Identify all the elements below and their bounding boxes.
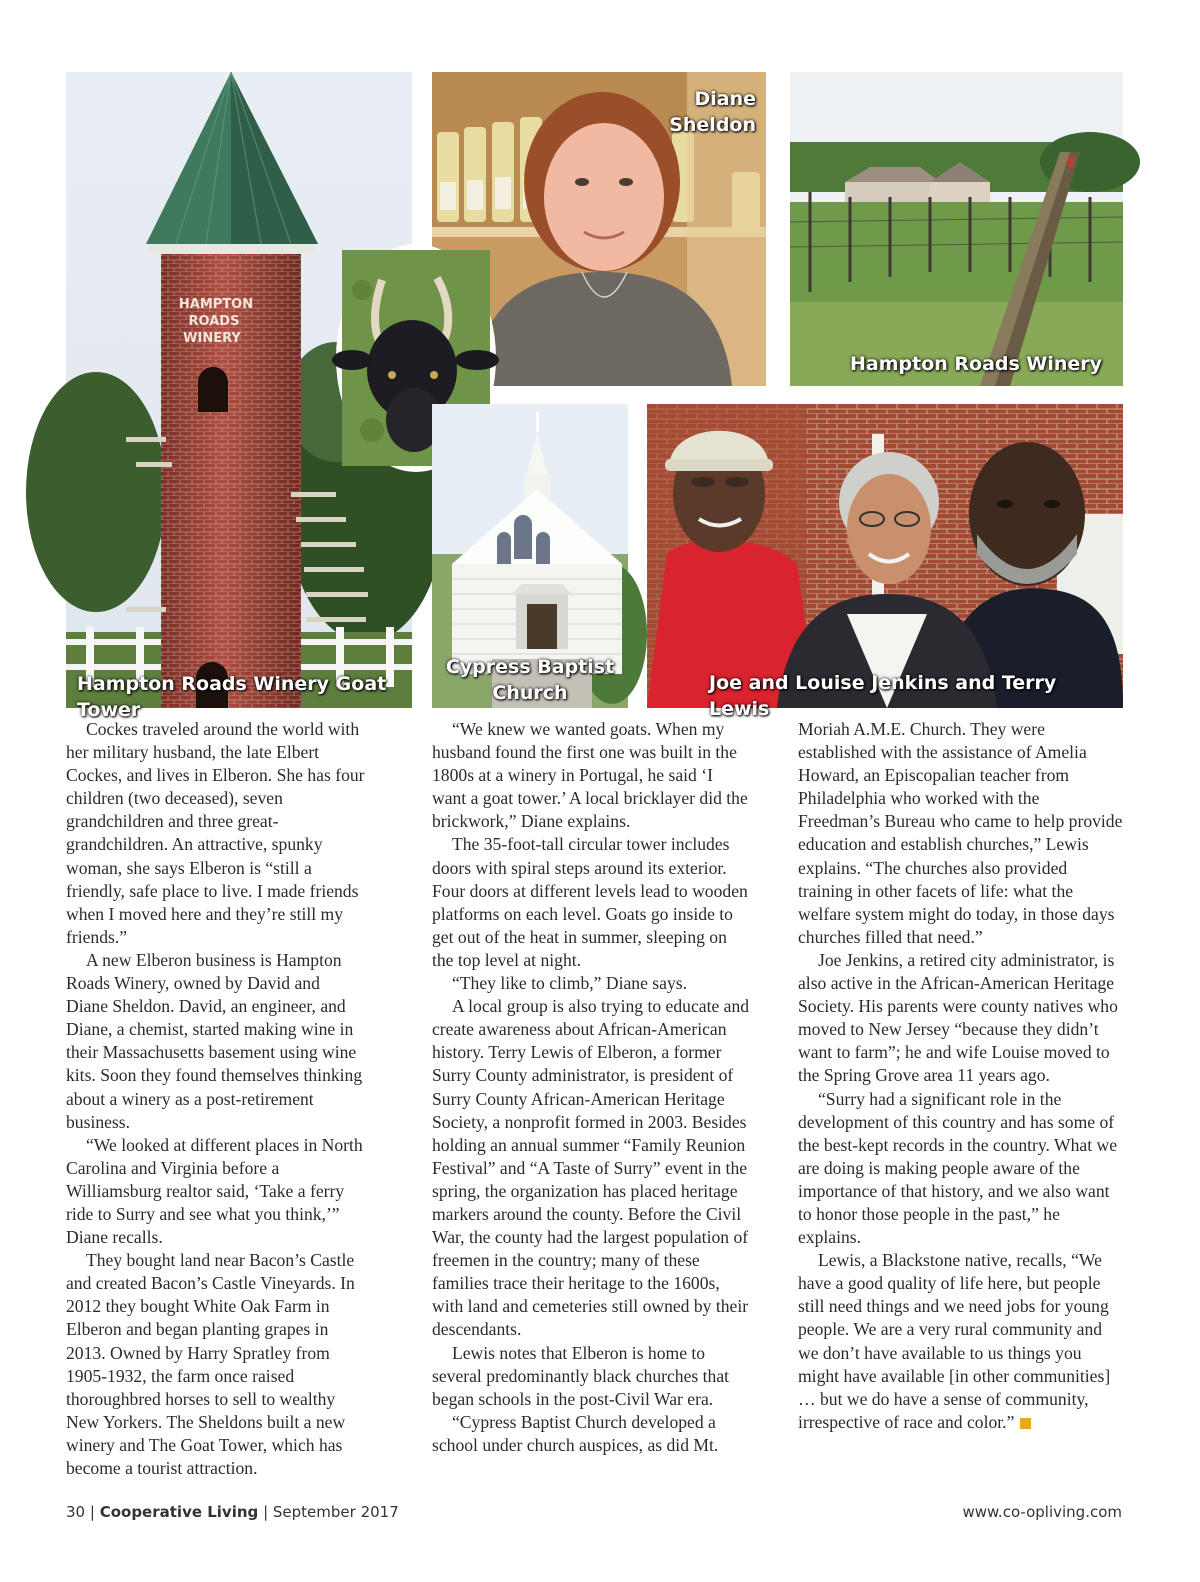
issue-date: September 2017 bbox=[272, 1503, 399, 1521]
col1-paragraph-3: “We looked at different places in North Carolina and Virginia before a Williamsburg realtor said, ‘Take a ferry ride to Surry and see what you think,’” Diane recalls. bbox=[66, 1134, 363, 1248]
tower-sign-line-2: ROADS bbox=[188, 314, 240, 329]
col3-last-paragraph bbox=[798, 1249, 1124, 1434]
col3-paragraph-2: Joe Jenkins, a retired city administrator, is also active in the African-American Heritage Society. His parents were county natives who moved to New Jersey “because they didn’t want to farm”; he and wife Louise moved to the Spring Grove area 11 years ago. bbox=[798, 949, 1118, 1086]
people-caption: Joe and Louise Jenkins and Terry Lewis bbox=[709, 672, 1057, 720]
church-photo bbox=[432, 404, 628, 708]
col3-paragraph-3: “Surry had a significant role in the development of this country and has some of the best-kept records in the country. What we are doing is making people aware of the importance of that history, and we also want to honor those people in the past,” he explains. bbox=[798, 1088, 1118, 1248]
col2-paragraph-6: “Cypress Baptist Church developed a school under church auspices, as did Mt. bbox=[432, 1411, 719, 1455]
church-caption-line-2: Church bbox=[492, 682, 568, 704]
text-column-1 bbox=[66, 718, 366, 1480]
tower-sign-line-3: WINERY bbox=[183, 331, 241, 346]
vineyard-illustration bbox=[790, 72, 1123, 386]
col2-paragraph-1: “We knew we wanted goats. When my husband found the first one was built in the 1800s at a winery in Portugal, he said ‘I want a goat tower.’ A local bricklayer did the brickwork,” Diane explains. bbox=[432, 719, 748, 832]
col2-paragraph-5: Lewis notes that Elberon is home to several predominantly black churches that began schools in the post-Civil War era. bbox=[432, 1342, 730, 1409]
page-number: 30 bbox=[66, 1503, 86, 1521]
diane-caption bbox=[669, 86, 756, 138]
tower-caption: Hampton Roads Winery Goat Tower bbox=[77, 673, 387, 721]
col2-paragraph-4: A local group is also trying to educate and create awareness about African-American history. Terry Lewis of Elberon, a former Surry County administrator, is president of Surry County African-American Heritage Society, a nonprofit formed in 2003. Besides holding an annual summer “Family Reunion Festival” and “A Taste of Surry” event in the spring, the organization has placed heritage markers around the county. Before the Civil War, the county had the largest population of freemen in the country; many of these families trace their heritage to the 1600s, with land and cemeteries still owned by their descendants. bbox=[432, 996, 750, 1340]
end-of-story-mark bbox=[1020, 1418, 1031, 1429]
col3-paragraph-4: Lewis, a Blackstone native, recalls, “We have a good quality of life here, but people still need things and we need jobs for young people. We are a very rural community and we don’t have available to us things you might have available [in other communities] … but we do have a sense of community, irrespective of race and color.” bbox=[798, 1250, 1111, 1432]
church-caption-line-1: Cypress Baptist bbox=[445, 656, 615, 678]
footer-separator-1: | bbox=[89, 1503, 100, 1521]
people-photo bbox=[647, 404, 1123, 720]
text-column-3 bbox=[798, 718, 1124, 1434]
col1-paragraph-4: They bought land near Bacon’s Castle and created Bacon’s Castle Vineyards. In 2012 they bought White Oak Farm in Elberon and began planting grapes in 2013. Owned by Harry Spratley from 1905-1932, the farm once raised thoroughbred horses to sell to wealthy New Yorkers. The Sheldons built a new winery and The Goat Tower, which has become a tourist attraction. bbox=[66, 1250, 355, 1478]
col1-paragraph-2: A new Elberon business is Hampton Roads Winery, owned by David and Diane Sheldon. David, an engineer, and Diane, a chemist, started making wine in their Massachusetts basement using wine kits. Soon they found themselves thinking about a winery as a post-retirement business. bbox=[66, 949, 363, 1132]
col3-paragraph-1: Moriah A.M.E. Church. They were established with the assistance of Amelia Howard, an Episcopalian teacher from Philadelphia who worked with the Freedman’s Bureau who came to help provide education and establish churches,” Lewis explains. “The churches also provided training in other facets of life: what the welfare system might do today, in those days churches filled that need.” bbox=[798, 719, 1123, 947]
publication-name: Cooperative Living bbox=[99, 1503, 259, 1521]
tower-sign-line-1: HAMPTON bbox=[178, 297, 254, 312]
footer-separator-2: | bbox=[263, 1503, 273, 1521]
footer-folio bbox=[66, 1503, 399, 1521]
text-column-2 bbox=[432, 718, 750, 1457]
website-link[interactable]: www.co-opliving.com bbox=[962, 1503, 1122, 1521]
vineyard-caption: Hampton Roads Winery bbox=[850, 353, 1103, 375]
church-caption bbox=[432, 654, 628, 706]
diane-caption-line-2: Sheldon bbox=[669, 114, 756, 136]
col1-paragraph-1: Cockes traveled around the world with her military husband, the late Elbert Cockes, and lives in Elberon. She has four children (two deceased), seven grandchildren and three great-grandchildren. An attractive, spunky woman, she says Elberon is “still a friendly, safe place to live. I made friends when I moved here and they’re still my friends.” bbox=[66, 719, 365, 947]
col2-paragraph-2: The 35-foot-tall circular tower includes doors with spiral steps around its exterior. Four doors at different levels lead to wooden platforms on each level. Goats go inside to get out of the heat in summer, sleeping on the top level at night. bbox=[432, 834, 748, 970]
people-illustration bbox=[647, 404, 1123, 708]
vineyard-photo bbox=[790, 72, 1123, 386]
diane-caption-line-1: Diane bbox=[694, 88, 756, 110]
col2-paragraph-3: “They like to climb,” Diane says. bbox=[452, 973, 687, 994]
